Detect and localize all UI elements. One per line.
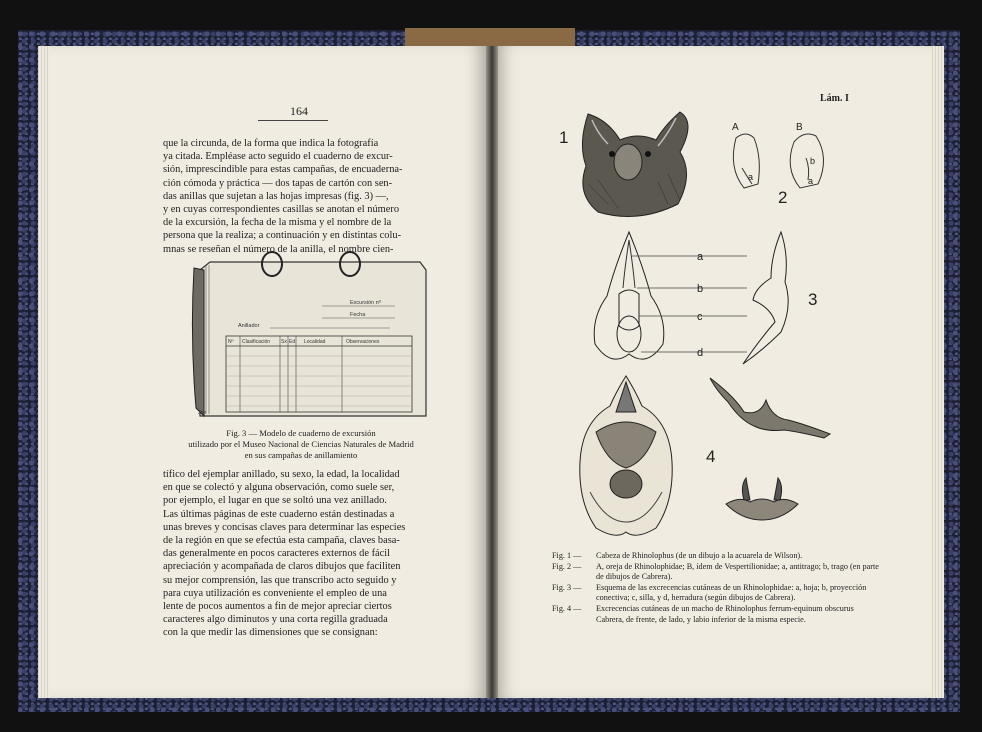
legend-text: A, oreja de Rhinolophidae; B, ídem de Vespertilionidae; a, antitrago; b, trago (en parte de dibujos de Cabrera). [596, 561, 879, 582]
legend-row [552, 551, 882, 562]
bat-ears-illustration [718, 118, 838, 196]
legend-text: Excrecencias cutáneas de un macho de Rhinolophus ferrum-equinum obscurus Cabrera, de frente, de lado, y labio inferior de la misma especie. [596, 603, 854, 624]
col-classification-header: Clasificación [242, 339, 271, 345]
noseleaf-side-illustration [704, 372, 836, 444]
page-number: 164 [290, 104, 308, 118]
caption-line: Fig. 3 — Modelo de cuaderno de excursión [226, 428, 376, 438]
col-number-header: Nº [228, 339, 234, 345]
paragraph-2 [163, 468, 439, 640]
legend-row [552, 562, 882, 583]
legend-row [552, 604, 882, 625]
ear-label-B: B [796, 122, 803, 133]
col-locality-header: Localidad [304, 339, 326, 345]
legend-text: Cabeza de Rhinolophus (de un dibujo a la acuarela de Wilson). [596, 551, 803, 560]
col-sex-header: Sx [281, 339, 287, 345]
ear-label-a2: a [808, 176, 814, 186]
text-line: para cuya utilización es conveniente el empleo de una [163, 587, 387, 599]
text-line: con la que medir las dimensiones que se consignan: [163, 627, 378, 639]
text-line: de la excursión, la fecha de la misma y el nombre de la [163, 217, 392, 229]
noseleaf-label-b: b [697, 283, 704, 295]
legend-fig-label: Fig. 1 — [552, 551, 582, 560]
bat-head-illustration [568, 104, 698, 222]
legend-fig-label: Fig. 4 — [552, 603, 582, 613]
notebook-ringer-label: Anillador [238, 323, 260, 329]
text-line: das anillas que sujetan a las hojas impresas (fig. 3) —, [163, 190, 389, 202]
left-page-edges [38, 46, 50, 698]
col-observations-header: Observaciones [346, 339, 380, 345]
figure-number-2: 2 [778, 188, 788, 207]
text-line: mnas se reseñan el número de la anilla, el nombre cien- [163, 243, 394, 255]
legend-row [552, 583, 882, 604]
text-line: sión, imprescindible para estas campañas, de encuaderna- [163, 164, 403, 176]
text-line: que la circunda, de la forma que indica la fotografía [163, 138, 379, 149]
ear-label-A: A [732, 122, 739, 133]
noseleaf-front-illustration [576, 372, 676, 542]
paragraph-1 [163, 137, 439, 256]
right-page-edges [932, 46, 944, 698]
text-line: apreciación y acompañada de claros dibujos que faciliten [163, 561, 401, 573]
figure-number-4: 4 [706, 447, 716, 466]
noseleaf-scheme-illustration [585, 226, 795, 371]
text-line: persona que la realiza; a continuación y en distintas colu- [163, 230, 402, 242]
text-line: de la región en que se efectúa esta campaña, claves basa- [163, 535, 400, 547]
figure-number-3: 3 [808, 290, 818, 309]
notebook-excursion-label: Excursión nº [350, 300, 381, 306]
text-line: unas breves y concisas claves para determinar las especies [163, 521, 406, 533]
text-line: ya citada. Empléase acto seguido el cuaderno de excur- [163, 151, 393, 163]
plate-legend [552, 551, 882, 625]
book-gutter [486, 46, 498, 698]
text-line: su mejor comprensión, las que transcribo acto seguido y [163, 574, 397, 586]
caption-line: utilizado por el Museo Nacional de Ciencias Naturales de Madrid [188, 438, 414, 449]
text-line: en que se colectó y alguna observación, como suele ser, [163, 482, 395, 494]
figure-3-caption [160, 428, 442, 460]
notebook-illustration [190, 248, 440, 420]
text-line: por ejemplo, el lugar en que se soltó una vez anillado. [163, 495, 387, 507]
page-number-rule [258, 120, 328, 121]
noseleaf-label-d: d [697, 347, 704, 359]
text-line: Las últimas páginas de este cuaderno están destinadas a [163, 508, 395, 520]
legend-text: Esquema de las excrecencias cutáneas de un Rhinolophidae: a, hoja; b, proyección conectiva; c, silla, y d, herradura (según dibujos de Cabrera). [596, 582, 867, 603]
caption-line: en sus campañas de anillamiento [244, 449, 358, 460]
legend-fig-label: Fig. 3 — [552, 582, 582, 592]
figure-number-1: 1 [559, 128, 569, 147]
ear-label-a: a [748, 172, 754, 182]
text-line: tífico del ejemplar anillado, su sexo, la edad, la localidad [163, 469, 400, 480]
text-line: lente de pocos aumentos a fin de mejor apreciar ciertos [163, 601, 392, 613]
lower-lip-illustration [720, 476, 804, 524]
text-line: ción cómoda y práctica — dos tapas de cartón con sen- [163, 177, 393, 189]
col-age-header: Ed [289, 339, 296, 345]
text-line: y en cuyas correspondientes casillas se anotan el número [163, 204, 400, 216]
text-line: das generalmente en pocos caracteres externos de fácil [163, 548, 391, 560]
ear-label-b: b [810, 156, 816, 166]
notebook-corner-mark: 3ne [198, 410, 207, 416]
plate-label: Lám. I [820, 93, 849, 104]
notebook-date-label: Fecha [350, 312, 366, 318]
noseleaf-label-a: a [697, 251, 704, 263]
noseleaf-label-c: c [697, 311, 703, 323]
text-line: caracteres algo diminutos y una corta regilla graduada [163, 614, 388, 626]
legend-fig-label: Fig. 2 — [552, 561, 582, 571]
